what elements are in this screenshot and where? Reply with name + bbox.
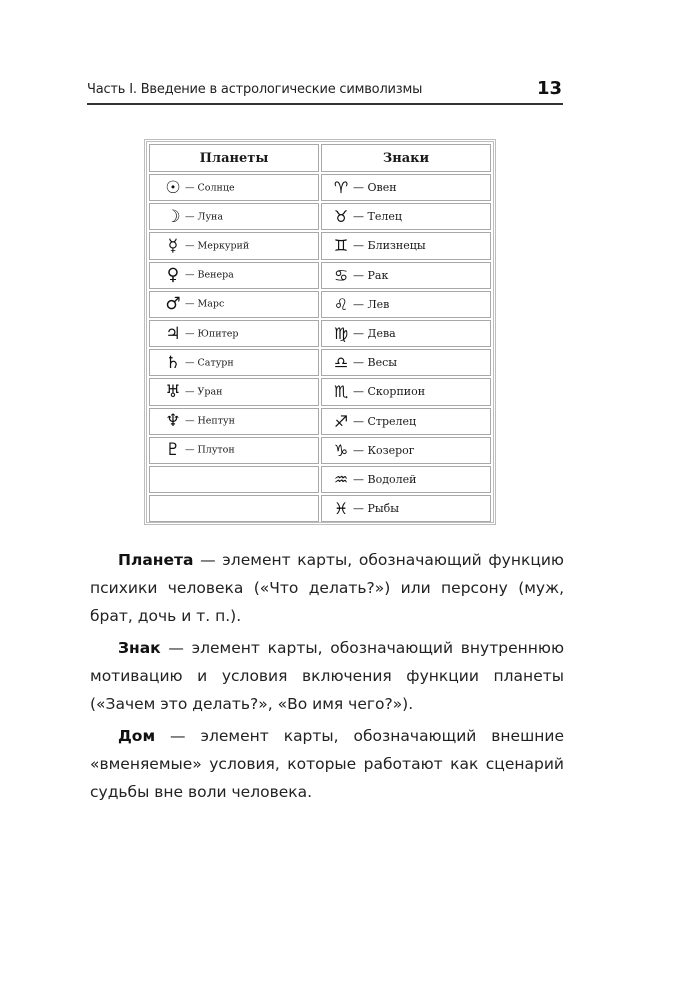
term-house: Дом — [118, 727, 156, 745]
planet-cell — [149, 232, 319, 259]
planet-cell — [149, 174, 319, 201]
moon-icon: ☽ — [165, 206, 181, 227]
paragraph-planet — [90, 546, 564, 630]
sagittarius-icon: ♐ — [333, 411, 349, 431]
saturn-icon: ♄ — [165, 352, 181, 373]
planet-cell — [149, 203, 319, 230]
mercury-icon: ☿ — [167, 235, 179, 256]
table-row — [149, 174, 491, 201]
page-number: 13 — [536, 78, 562, 99]
sign-name: — Козерог — [353, 443, 415, 457]
planet-name: — Венера — [185, 269, 234, 281]
symbols-table — [147, 142, 493, 524]
running-title: Часть I. Введение в астрологические символизмы — [87, 82, 423, 97]
planet-name: — Сатурн — [185, 357, 234, 369]
taurus-icon: ♉ — [333, 207, 349, 227]
table-row — [149, 291, 491, 318]
planet-cell — [149, 320, 319, 347]
sign-cell — [321, 232, 491, 259]
planet-name: — Нептун — [185, 415, 235, 427]
mars-icon: ♂ — [165, 294, 181, 315]
definition-sign: — элемент карты, обозначающий внутреннюю мотивацию и условия включения функции планеты («Зачем это делать?», «Во имя чего?»). — [90, 639, 564, 713]
gemini-icon: ♊ — [333, 236, 349, 256]
paragraph-sign — [90, 634, 564, 718]
table-row — [149, 203, 491, 230]
table-header-row — [149, 144, 491, 172]
sign-name: — Телец — [353, 210, 402, 224]
sign-name: — Лев — [353, 297, 390, 311]
term-sign: Знак — [118, 639, 161, 657]
sign-name: — Дева — [353, 327, 396, 341]
sign-cell — [321, 378, 491, 405]
sign-cell — [321, 291, 491, 318]
planet-cell — [149, 291, 319, 318]
planet-cell — [149, 408, 319, 435]
pluto-icon: ♇ — [165, 440, 181, 461]
sign-name: — Овен — [353, 181, 397, 195]
sign-cell — [321, 437, 491, 464]
planet-cell — [149, 378, 319, 405]
planets-signs-table — [144, 139, 496, 525]
sign-cell — [321, 320, 491, 347]
sun-icon: ☉ — [165, 177, 181, 198]
cancer-icon: ♋ — [333, 265, 349, 285]
sign-cell — [321, 349, 491, 376]
planet-cell — [149, 495, 319, 522]
virgo-icon: ♍ — [333, 324, 349, 344]
column-header-signs: Знаки — [321, 144, 491, 172]
term-planet: Планета — [118, 551, 194, 569]
table-row — [149, 262, 491, 289]
planet-name: — Меркурий — [185, 240, 250, 252]
definition-house: — элемент карты, обозначающий внешние «вменяемые» условия, которые работают как сценарий судьбы вне воли человека. — [90, 727, 564, 801]
planet-cell — [149, 349, 319, 376]
table-row — [149, 408, 491, 435]
sign-name: — Скорпион — [353, 385, 426, 399]
sign-cell — [321, 466, 491, 493]
sign-cell — [321, 203, 491, 230]
planet-name: — Юпитер — [185, 328, 239, 340]
sign-name: — Весы — [353, 356, 398, 370]
uranus-icon: ♅ — [165, 381, 181, 402]
planet-name: — Уран — [185, 386, 223, 398]
pisces-icon: ♓ — [333, 499, 349, 519]
sign-cell — [321, 495, 491, 522]
aquarius-icon: ♒ — [333, 469, 349, 489]
table-row — [149, 437, 491, 464]
sign-name: — Рыбы — [353, 502, 400, 516]
table-row — [149, 320, 491, 347]
sign-cell — [321, 408, 491, 435]
planet-cell — [149, 437, 319, 464]
table-row — [149, 378, 491, 405]
paragraph-house — [90, 722, 564, 806]
table-row — [149, 232, 491, 259]
venus-icon: ♀ — [166, 265, 180, 286]
planet-cell — [149, 262, 319, 289]
header-divider — [87, 103, 563, 105]
scorpio-icon: ♏ — [333, 382, 349, 402]
sign-name: — Близнецы — [353, 239, 426, 253]
body-text — [90, 546, 564, 810]
planet-name: — Марс — [185, 298, 225, 310]
planet-name: — Солнце — [185, 182, 235, 194]
jupiter-icon: ♃ — [165, 323, 181, 344]
sign-name: — Рак — [353, 268, 389, 282]
capricorn-icon: ♑ — [333, 440, 349, 460]
libra-icon: ♎ — [333, 353, 349, 373]
leo-icon: ♌ — [333, 294, 349, 314]
planet-name: — Плутон — [185, 444, 235, 456]
sign-cell — [321, 174, 491, 201]
table-row — [149, 495, 491, 522]
column-header-planets: Планеты — [149, 144, 319, 172]
table-row — [149, 466, 491, 493]
aries-icon: ♈ — [333, 178, 349, 198]
sign-name: — Стрелец — [353, 414, 417, 428]
neptune-icon: ♆ — [165, 411, 181, 432]
table-row — [149, 349, 491, 376]
sign-name: — Водолей — [353, 472, 417, 486]
running-header — [87, 78, 564, 102]
planet-cell — [149, 466, 319, 493]
planet-name: — Луна — [185, 211, 224, 223]
definition-planet: — элемент карты, обозначающий функцию психики человека («Что делать?») или персону (муж, брат, дочь и т. п.). — [90, 551, 564, 625]
sign-cell — [321, 262, 491, 289]
